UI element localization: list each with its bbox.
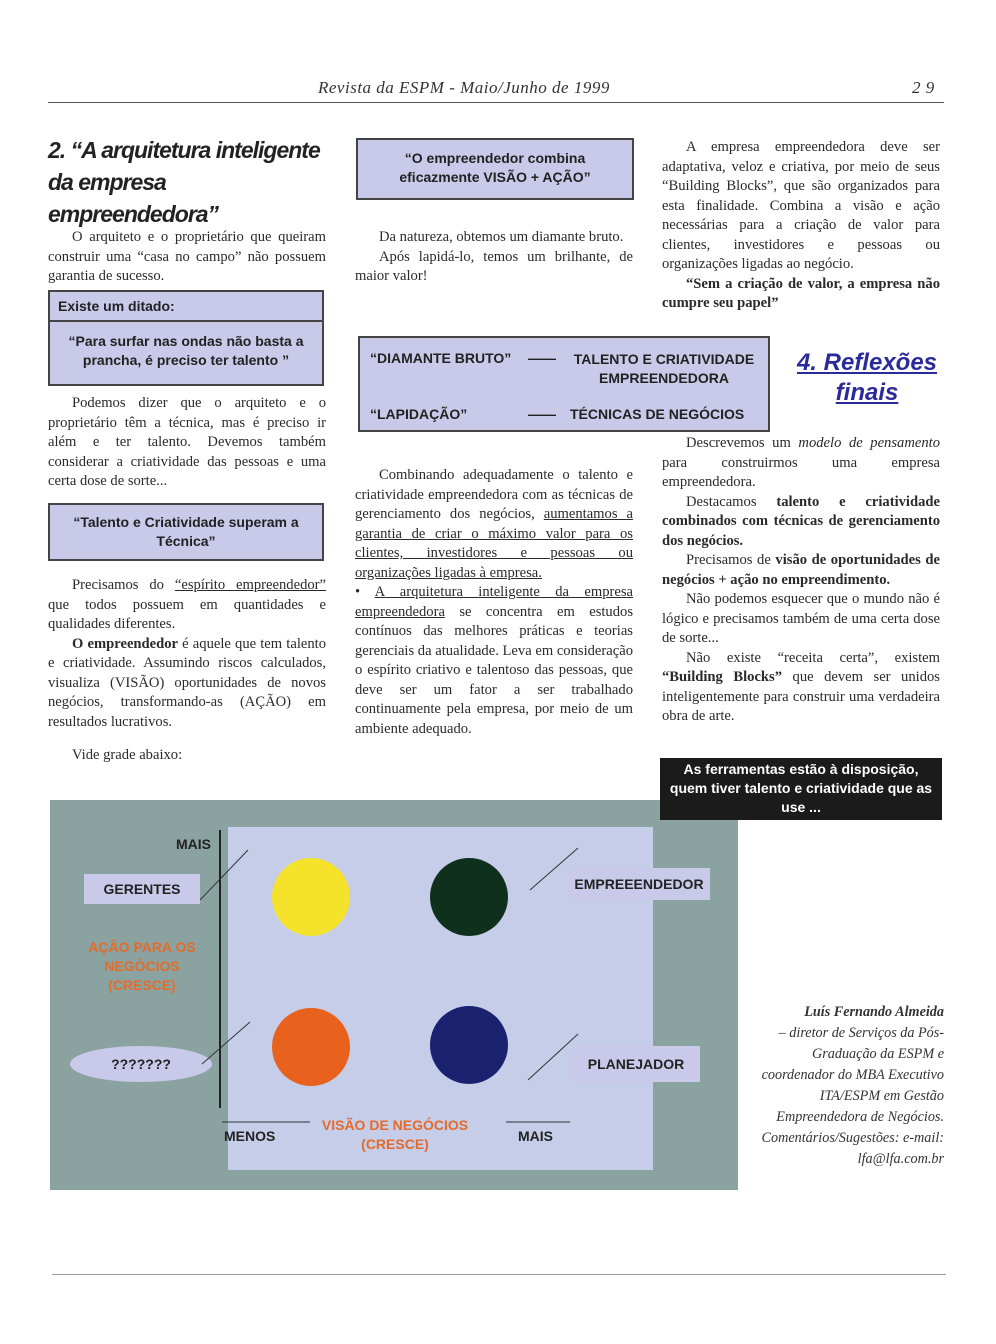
diamond-row1-right: TALENTO E CRIATIVIDADE EMPREENDEDORA	[573, 351, 755, 386]
diamond-box	[358, 336, 770, 432]
section-heading-2: 2. “A arquitetura inteligente da empresa empreendedora”	[48, 137, 320, 227]
col2-text-a	[355, 228, 633, 287]
paragraph: Precisamos do “espírito empreendedor” que todos possuem em quantidades e qualidades diferentes.	[48, 577, 326, 632]
x-axis-right-label: MAIS	[518, 1128, 553, 1144]
connector-line	[530, 848, 578, 890]
talento-box: “Talento e Criatividade superam a Técnica”	[48, 503, 324, 561]
quote-box: “O empreendedor combina eficazmente VISÃO + AÇÃO”	[356, 138, 634, 200]
diamond-row1-left: “DIAMANTE BRUTO”	[370, 350, 512, 366]
bullet-paragraph: • A arquitetura inteligente da empresa empreendedora se concentra em estudos contínuos das melhores práticas e teorias gerenciais da atualidade. Leva em consideração o espírito criativo e talentoso das pessoas, que deve ser um fator a ser trabalhado continuamente pela empresa, por meio de um ambiente adequado.	[355, 584, 633, 737]
paragraph: Após lapidá-lo, temos um brilhante, de maior valor!	[355, 248, 633, 284]
empreendedor-label: EMPREEENDEDOR	[568, 868, 710, 900]
paragraph: O arquiteto e o proprietário que queiram construir uma “casa no campo” não possuem garantia de sucesso.	[48, 229, 326, 284]
paragraph: Combinando adequadamente o talento e criatividade empreendedora com as técnicas de gerenciamento dos negócios, aumentamos a garantia de criar o máximo valor para os clientes, investidores e pessoas ou organizações ligadas à empresa.	[355, 467, 634, 581]
diamond-row1-dash: ——	[528, 350, 556, 366]
section-heading-4: 4. Reflexões finais	[796, 349, 938, 406]
y-axis-label: AÇÃO PARA OS NEGÓCIOS (CRESCE)	[88, 939, 196, 993]
ditado-box	[48, 290, 324, 386]
paragraph: Descrevemos um modelo de pensamento para construirmos uma empresa empreendedora.	[662, 435, 940, 490]
ditado-quote: “Para surfar nas ondas não basta a prancha, é preciso ter talento ”	[68, 333, 304, 368]
diamond-row2-dash: ——	[528, 406, 556, 422]
connector-line	[528, 1034, 578, 1080]
author-contact: Comentários/Sugestões: e-mail: lfa@lfa.com.br	[761, 1130, 944, 1167]
paragraph: Da natureza, obtemos um diamante bruto.	[379, 229, 624, 245]
paragraph: Precisamos de visão de oportunidades de negócios + ação no empreendimento.	[662, 552, 941, 588]
col1-text-a	[48, 228, 326, 287]
x-axis-label: VISÃO DE NEGÓCIOS (CRESCE)	[321, 1117, 469, 1152]
col3-text-b	[662, 434, 940, 727]
tools-callout-box: As ferramentas estão à disposição, quem tiver talento e criatividade que as use ...	[660, 758, 942, 820]
col1-text-c	[48, 576, 326, 766]
footer-rule	[52, 1274, 946, 1275]
paragraph: Podemos dizer que o arquiteto e o proprietário têm a técnica, mas é preciso ir além e ter talento. Devemos também considerar a criatividade das pessoas e uma certa dose de sorte...	[48, 395, 326, 489]
paragraph: Vide grade abaixo:	[72, 747, 183, 763]
paragraph: Destacamos talento e criatividade combinados com técnicas de gerenciamento dos negócios.	[662, 493, 940, 549]
header-rule	[48, 102, 944, 103]
page-number: 2 9	[912, 78, 935, 97]
paragraph: A empresa empreendedora deve ser adaptativa, veloz e criativa, por meio de seus “Building Blocks”, que são organizados para esta finalidade. Combina a visão e ação necessárias para a criação de valor para clientes, investidores e pessoas ou organizações ligadas ao negócio.	[662, 139, 940, 272]
col3-text-a	[662, 138, 940, 314]
running-header: Revista da ESPM - Maio/Junho de 1999	[318, 78, 610, 97]
planejador-label: PLANEJADOR	[572, 1046, 700, 1082]
y-axis-top-label: MAIS	[176, 836, 211, 852]
paragraph: O empreendedor é aquele que tem talento e criatividade. Assumindo riscos calculados, visualiza (VISÃO) oportunidades de novos negócios, transformando-as (AÇÃO) em resultados lucrativos.	[48, 635, 326, 730]
diamond-row2-left: “LAPIDAÇÃO”	[370, 406, 468, 422]
author-block	[760, 1002, 944, 1170]
ditado-title: Existe um ditado:	[50, 298, 322, 322]
vision-action-grid	[50, 800, 738, 1190]
connector-line	[200, 850, 248, 900]
col2-text-b	[355, 466, 633, 739]
unknown-label: ???????	[70, 1046, 212, 1082]
diamond-row2-right: TÉCNICAS DE NEGÓCIOS	[570, 406, 745, 422]
paragraph: “Sem a criação de valor, a empresa não cumpre seu papel”	[662, 275, 940, 311]
gerentes-label: GERENTES	[84, 874, 200, 904]
paragraph: Não podemos esquecer que o mundo não é lógico e precisamos também de uma certa dose de sorte...	[662, 591, 940, 646]
paragraph: Não existe “receita certa”, existem “Building Blocks” que devem ser unidos inteligentemente para construir uma verdadeira obra de arte.	[662, 649, 940, 724]
author-bio: – diretor de Serviços da Pós-Graduação da ESPM e coordenador do MBA Executivo ITA/ESPM em Gestão Empreendedora de Negócios.	[761, 1025, 944, 1125]
connector-line	[202, 1022, 250, 1064]
author-name: Luís Fernando Almeida	[804, 1004, 944, 1020]
x-axis-left-label: MENOS	[224, 1128, 276, 1144]
col1-text-b	[48, 394, 326, 492]
